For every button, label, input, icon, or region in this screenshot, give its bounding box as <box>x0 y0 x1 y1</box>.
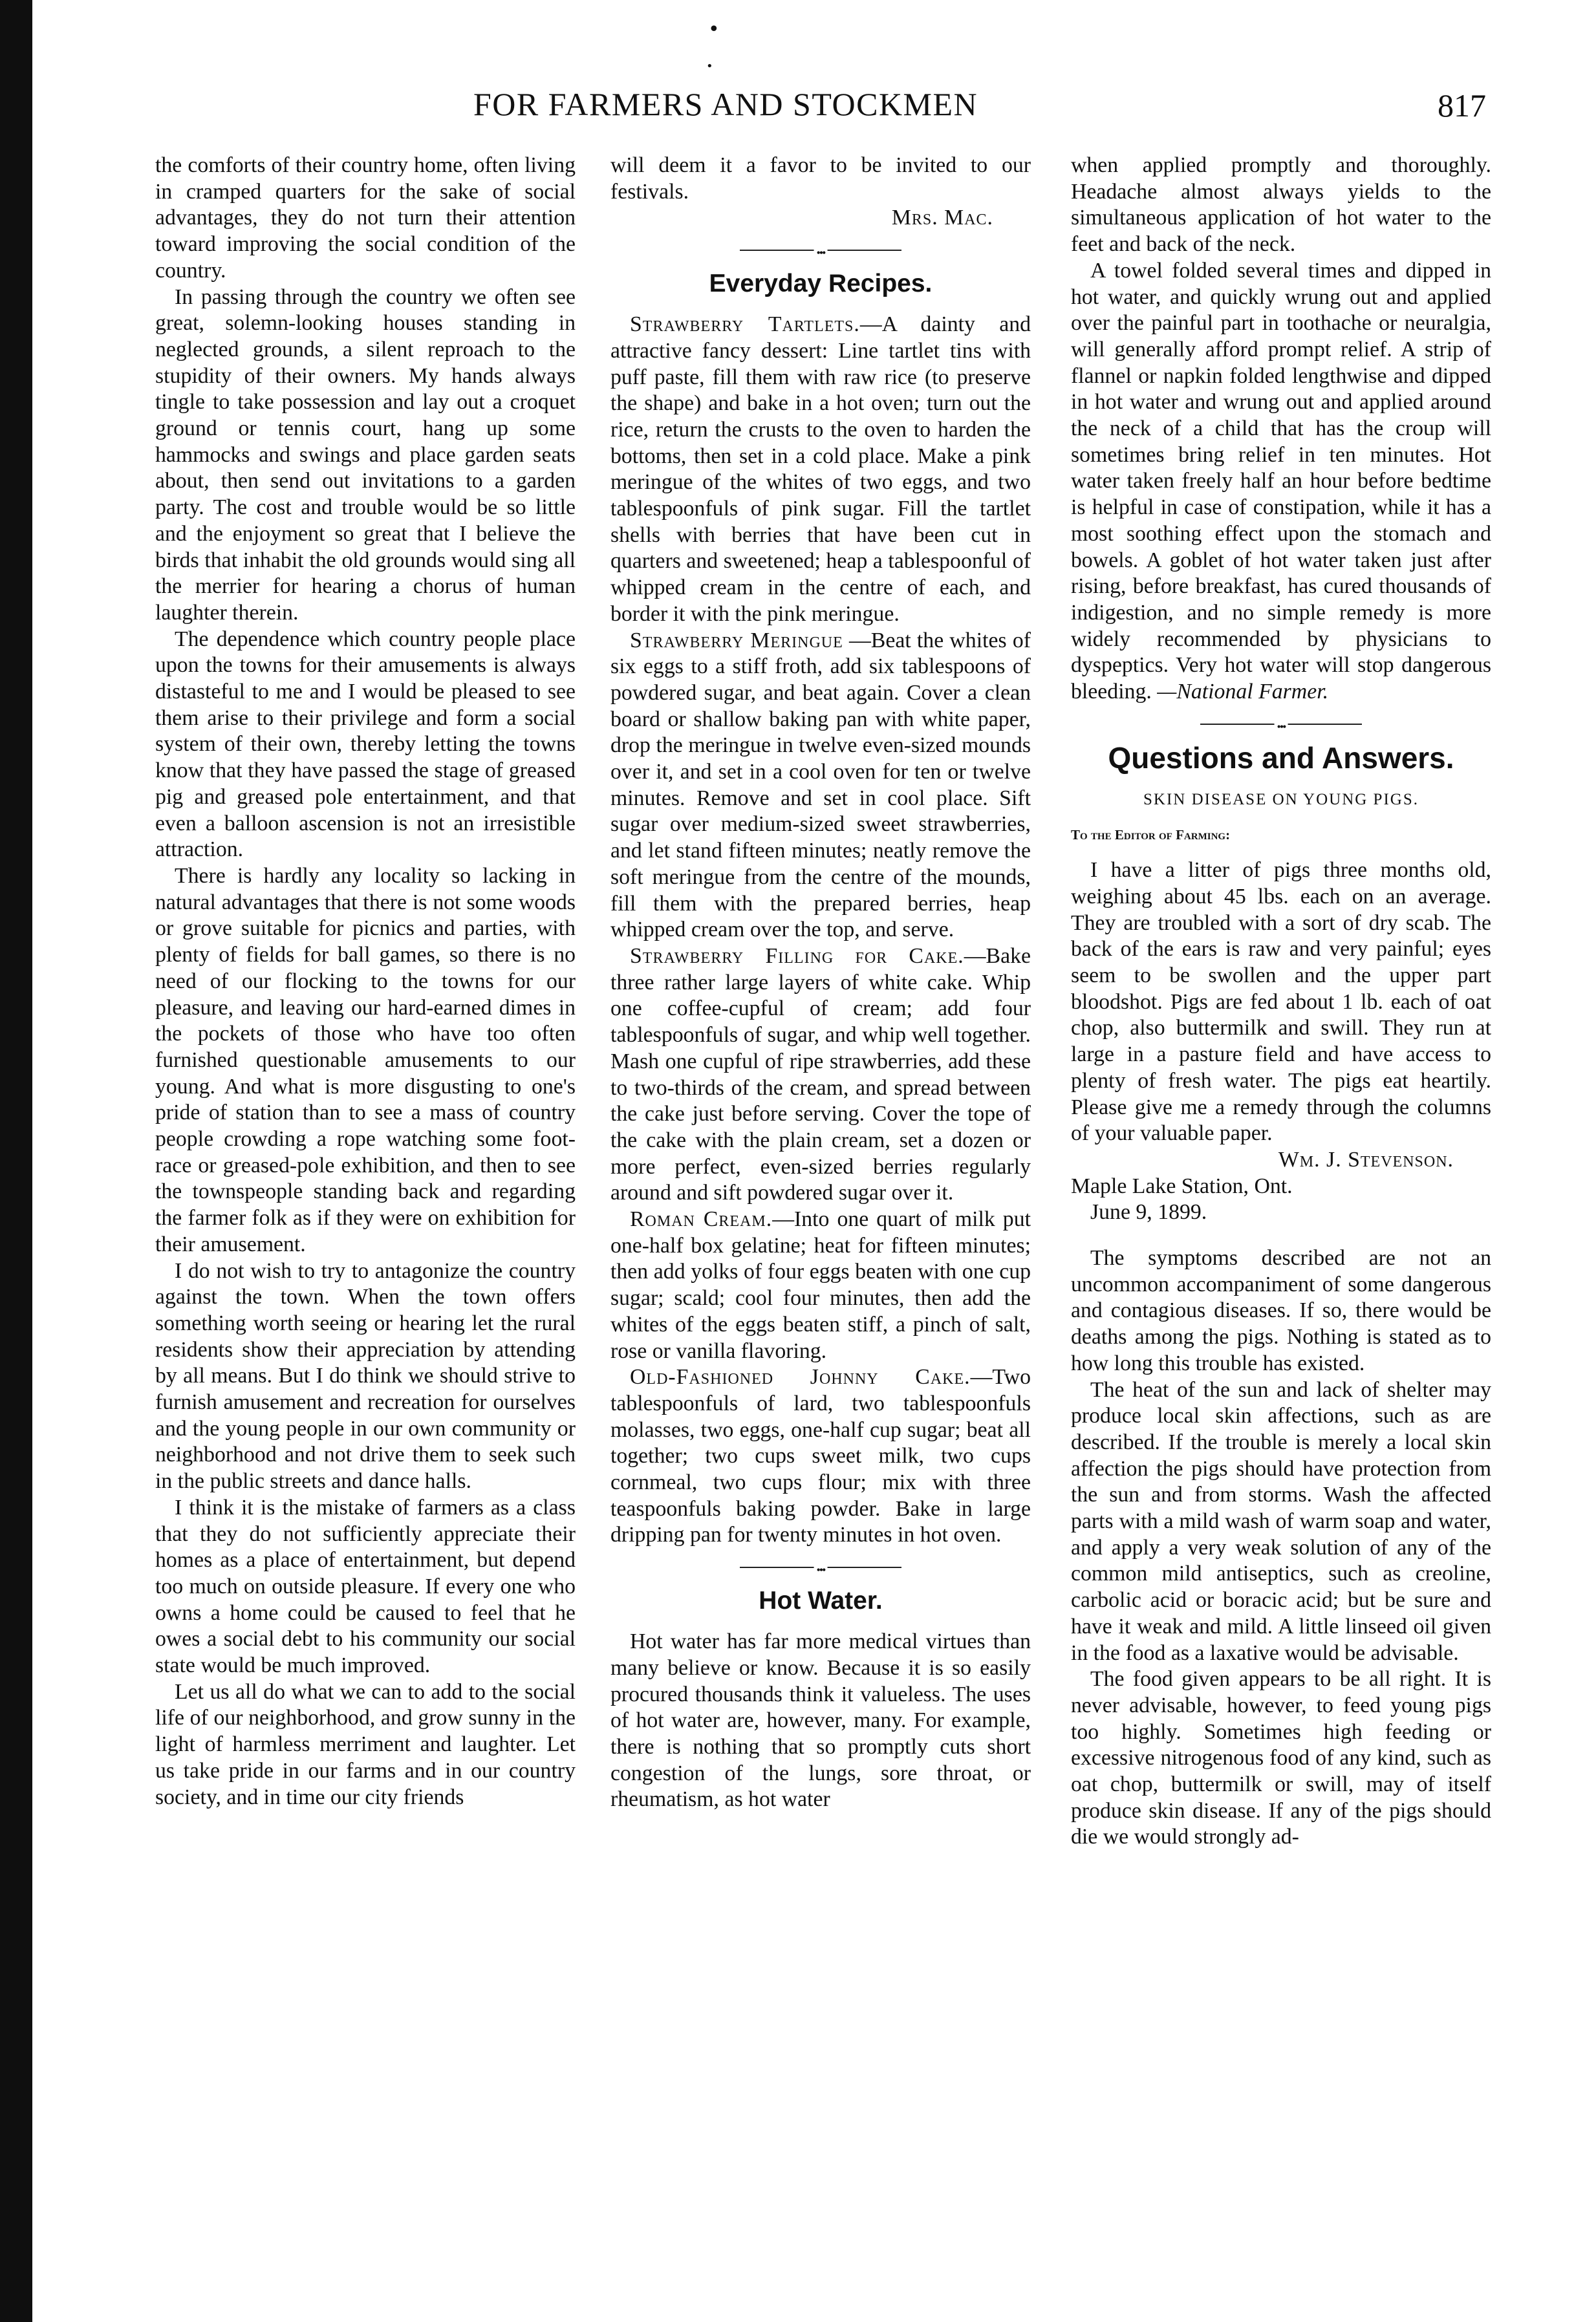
recipe-paragraph <box>610 628 1031 943</box>
running-head: FOR FARMERS AND STOCKMEN <box>473 86 978 122</box>
section-heading-recipes: Everyday Recipes. <box>709 270 933 298</box>
paragraph: Hot water has far more medical virtues than many believe or know. Because it is so easily procured thousands think it valueless. The uses of hot water are, however, many. For example, there is nothing that so promptly cuts short congestion of the lungs, sore throat, or rheumatism, as hot water <box>610 1629 1031 1812</box>
letter-signature: Wm. J. Stevenson. <box>1278 1147 1454 1172</box>
letter-place: Maple Lake Station, Ont. <box>1071 1174 1293 1198</box>
section-divider <box>740 246 901 255</box>
recipe-body: —Into one quart of milk put one-half box gelatine; heat for fifteen minutes; then add yolks of four eggs beaten with one cup sugar; scald; cool four minutes, then add the whites of the eggs beaten stiff, a pinch of salt, rose or vanilla flavoring. <box>610 1207 1031 1363</box>
top-ornament: • <box>708 18 720 41</box>
recipe-title: Strawberry Tartlets. <box>630 312 860 337</box>
paragraph: In passing through the country we often see great, solemn-looking houses standing in neglected grounds, a silent reproach to the stupidity of their owners. My hands always tingle to take possession and lay out a croquet ground or tennis court, hang up some hammocks and swings and place garden seats about, then send out invitations to a garden party. The cost and trouble would be so little and the enjoyment so great that I believe the birds that inhabit the old grounds would sing all the merrier for hearing a chorus of human laughter therein. <box>155 285 576 625</box>
recipe-paragraph <box>610 312 1031 627</box>
paragraph-text: A towel folded several times and dipped in hot water, and quickly wrung out and applied over the painful part in toothache or neuralgia, will generally afford prompt relief. A strip of flannel or napkin folded lengthwise and dipped in hot water and wrung out and applied around the neck of a child that has the croup will sometimes bring relief in ten minutes. Hot water taken freely half an hour before bedtime is helpful in case of constipation, while it has a most soothing effect upon the stomach and bowels. A goblet of hot water taken just after rising, before breakfast, has cured thousands of indigestion, and no simple remedy is more widely recommended by physicians to dyspeptics. Very hot water will stop dangerous bleeding. <box>1071 258 1491 704</box>
section-heading-questions: Questions and Answers. <box>1108 740 1454 775</box>
recipe-title: Roman Cream. <box>630 1207 773 1232</box>
question-subheading: SKIN DISEASE ON YOUNG PIGS. <box>1143 790 1419 808</box>
address-prefix: To the Editor of <box>1071 827 1172 843</box>
page-binding-edge <box>0 0 32 2322</box>
source-credit: —National Farmer. <box>1157 680 1329 704</box>
letter-address <box>1071 822 1491 848</box>
recipe-paragraph <box>610 1364 1031 1549</box>
recipe-body: —Two tablespoonfuls of lard, two tablespoonfuls molasses, two eggs, one-half cup sugar; beat all together; two cups sweet milk, two cups cornmeal, two cups flour; mix with three teaspoonfuls baking powder. Bake in large dripping pan for twenty minutes in hot oven. <box>610 1365 1031 1547</box>
column-2 <box>610 153 1031 1813</box>
recipe-title: Old-Fashioned Johnny Cake. <box>630 1365 971 1390</box>
paragraph <box>1071 258 1491 705</box>
recipe-title: Strawberry Filling for Cake. <box>630 943 964 968</box>
paragraph: The dependence which country people place upon the towns for their amusements is always distasteful to me and I would be pleased to see them arise to their privilege and form a social system of their own, thereby letting the towns know that they have passed the stage of greased pig and greased pole entertainment, and that even a balloon ascension is not an irresistible attraction. <box>155 627 576 862</box>
column-1 <box>155 153 576 1811</box>
paragraph: Let us all do what we can to add to the social life of our neighborhood, and grow sunny in the light of harmless merriment and laughter. Let us take pride in our farms and in our country society, and in time our city friends <box>155 1679 576 1809</box>
recipe-paragraph <box>610 1207 1031 1364</box>
letter-date: June 9, 1899. <box>1090 1200 1207 1225</box>
recipe-body: —Bake three rather large layers of white cake. Whip one coffee-cupful of cream; add four tablespoonfuls of sugar, and whip well together. Mash one cupful of ripe strawberries, add these to two-thirds of the cream, and spread between the cake just before serving. Cover the tope of the cake with the plain cream, set a dozen or more perfect, even-sized berries regularly around and sift powdered sugar over it. <box>610 943 1031 1205</box>
answer-paragraph: The food given appears to be all right. It is never advisable, however, to feed young pigs too highly. Sometimes high feeding or excessive nitrogenous food of any kind, such as oat chop, buttermilk or swill, may of itself produce skin disease. If any of the pigs should die we would strongly ad- <box>1071 1667 1491 1849</box>
author-signature: Mrs. Mac. <box>891 206 993 230</box>
address-paper: Farming: <box>1176 827 1231 843</box>
small-ornament: • <box>706 59 713 73</box>
letter-paragraph: I have a litter of pigs three months old, weighing about 45 lbs. each on an average. They are troubled with a sort of dry scab. The back of the ears is raw and very painful; eyes seem to be swollen and the upper part bloodshot. Pigs are fed about 1 lb. each of oat chop, also buttermilk and swill. They run at large in a pasture field and have access to plenty of fresh water. The pigs eat heartily. Please give me a remedy through the columns of your valuable paper. <box>1071 858 1491 1146</box>
recipe-body: —A dainty and attractive fancy dessert: Line tartlet tins with puff paste, fill them with raw rice (to preserve the shape) and bake in a hot oven; turn out the rice, return the crusts to the oven to harden the bottoms, then set in a cold place. Make a pink meringue of the whites of two eggs, and two tablespoonfuls of pink sugar. Fill the tartlet shells with berries that have been cut in quarters and sweetened; heap a tablespoonful of whipped cream in the centre of each, and border it with the pink meringue. <box>610 312 1031 626</box>
section-divider <box>740 1563 901 1572</box>
paragraph: the comforts of their country home, often living in cramped quarters for the sake of social advantages, they do not turn their attention toward improving the social condition of the country. <box>155 153 576 283</box>
answer-paragraph: The heat of the sun and lack of shelter may produce local skin affections, such as are described. If the trouble is merely a local skin affection the pigs should have protection from the sun and from storms. Wash the affected parts with a mild wash of warm soap and water, and apply a very weak solution of any of the common mild antiseptics, such as creoline, carbolic acid or boracic acid; but be sure and have it weak and mild. A little linseed oil given in the food as a laxative would be advisable. <box>1071 1377 1491 1665</box>
paragraph: when applied promptly and thoroughly. Headache almost always yields to the simultaneous application of hot water to the feet and back of the neck. <box>1071 153 1491 257</box>
recipe-body: —Beat the whites of six eggs to a stiff froth, add six tablespoons of powdered sugar, and beat again. Cover a clean board or shallow baking pan with white paper, drop the meringue in twelve even-sized mounds over it, and set in a cool oven for ten or twelve minutes. Remove and set in cool place. Sift sugar over medium-sized sweet strawberries, and let stand fifteen minutes; neatly remove the soft meringue from the centre of the mounds, fill them with the prepared berries, heap whipped cream over the top, and serve. <box>610 628 1031 942</box>
section-divider <box>1200 720 1362 729</box>
page-number: 817 <box>1438 87 1486 124</box>
section-heading-hot-water: Hot Water. <box>759 1587 883 1615</box>
paragraph: There is hardly any locality so lacking in natural advantages that there is not some woods or grove suitable for picnics and parties, with plenty of fields for ball games, so there is no need of our flocking to the towns for our pleasure, and leaving our hard-earned dimes in the pockets of those who have too often furnished questionable amusements to our young. And what is more disgusting to one's pride of station than to see a mass of country people crowding a rope watching some foot-race or greased-pole exhibition, and then to see the townspeople standing back and regarding the farmer folk as if they were on exhibition for their amusement. <box>155 863 576 1256</box>
recipe-paragraph <box>610 943 1031 1207</box>
paragraph: I think it is the mistake of farmers as a class that they do not sufficiently appreciate their homes as a place of entertainment, but depend too much on outside pleasure. If every one who owns a home could be caused to feel that he owes a social debt to his community our social state would be much improved. <box>155 1495 576 1678</box>
answer-paragraph: The symptoms described are not an uncommon accompaniment of some dangerous and contagious diseases. If so, there would be deaths among the pigs. Nothing is stated as to how long this trouble has existed. <box>1071 1246 1491 1375</box>
recipe-title: Strawberry Meringue <box>630 628 843 652</box>
paragraph: will deem it a favor to be invited to our festivals. <box>610 153 1031 204</box>
column-3 <box>1071 153 1491 1851</box>
paragraph: I do not wish to try to antagonize the country against the town. When the town offers something worth seeing or hearing let the rural residents show their appreciation by attending by all means. But I do think we should strive to furnish amusement and recreation for ourselves and the young people in our own community or neighborhood and not drive them to seek such in the public streets and dance halls. <box>155 1258 576 1494</box>
